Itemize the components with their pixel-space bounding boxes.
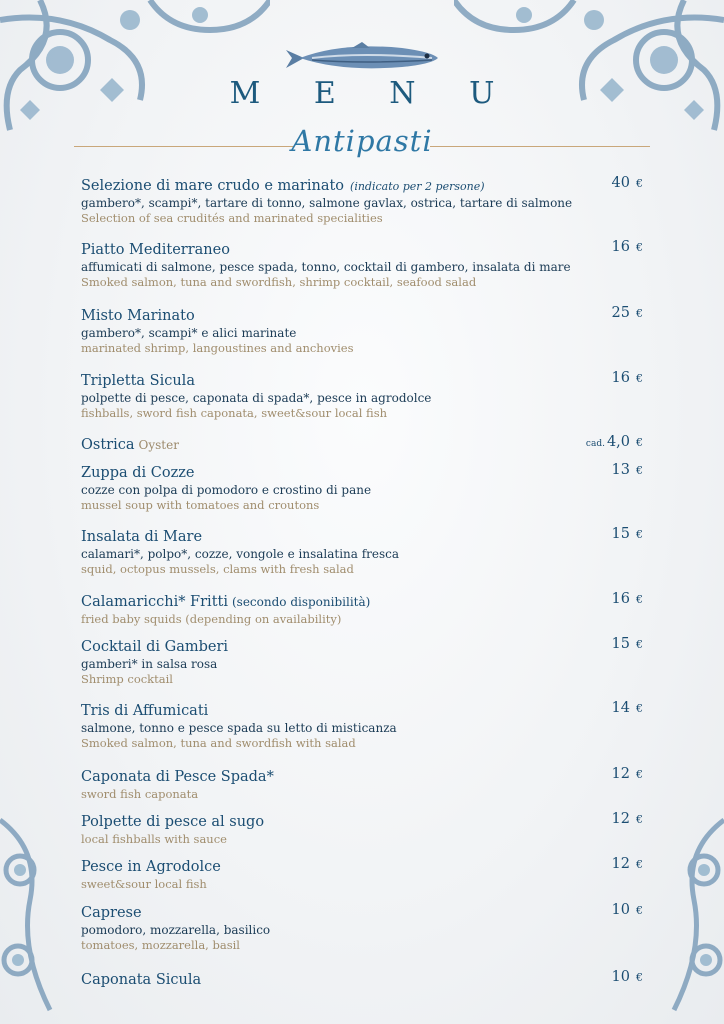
menu-item (81, 462, 643, 512)
menu-item (81, 700, 643, 750)
tile-decoration-top-left (0, 0, 270, 140)
item-price: 25 € (611, 305, 643, 321)
item-price: 14 € (611, 700, 643, 716)
item-description-en: fried baby squids (depending on availability) (81, 612, 342, 626)
menu-item (81, 175, 643, 225)
item-name: Zuppa di Cozze (81, 465, 195, 481)
tile-decoration-top-right (454, 0, 724, 140)
item-name: Caprese (81, 905, 142, 921)
tile-decoration-bottom-right (664, 810, 724, 1024)
item-ingredients-it: affumicati di salmone, pesce spada, tonno, cocktail di gambero, insalata di mare (81, 260, 571, 274)
item-price: 12 € (611, 856, 643, 872)
item-name: Polpette di pesce al sugo (81, 814, 265, 830)
menu-item (81, 636, 643, 686)
menu-item (81, 526, 643, 576)
item-price: 40 € (611, 175, 643, 191)
item-name: Pesce in Agrodolce (81, 859, 221, 875)
item-ingredients-it: gamberi* in salsa rosa (81, 657, 218, 671)
item-price: 15 € (611, 526, 643, 542)
item-description-en: Shrimp cocktail (81, 672, 173, 686)
item-price: 12 € (611, 766, 643, 782)
item-name-en: Oyster (138, 438, 179, 452)
item-description-en: mussel soup with tomatoes and croutons (81, 498, 320, 512)
item-price: 16 € (611, 239, 643, 255)
fish-illustration (282, 40, 442, 76)
item-price: cad. 4,0 € (585, 434, 643, 450)
item-name: Calamaricchi* Fritti (81, 594, 228, 610)
item-ingredients-it: calamari*, polpo*, cozze, vongole e insalatina fresca (81, 547, 400, 561)
item-ingredients-it: gambero*, scampi*, tartare di tonno, salmone gavlax, ostrica, tartare di salmone (81, 196, 573, 210)
item-description-en: sword fish caponata (81, 787, 199, 801)
item-name: Caponata Sicula (81, 972, 202, 988)
menu-item (81, 811, 643, 846)
item-name: Tris di Affumicati (81, 703, 209, 719)
item-ingredients-it: pomodoro, mozzarella, basilico (81, 923, 271, 937)
item-name: Tripletta Sicula (81, 373, 195, 389)
item-description-en: squid, octopus mussels, clams with fresh salad (81, 562, 354, 576)
item-description-en: Selection of sea crudités and marinated specialities (81, 211, 383, 225)
item-price: 10 € (611, 902, 643, 918)
item-ingredients-it: salmone, tonno e pesce spada su letto di misticanza (81, 721, 397, 735)
menu-title: M E N U (229, 76, 517, 111)
menu-item (81, 305, 643, 355)
item-name: Ostrica (81, 437, 135, 453)
menu-item (81, 856, 643, 891)
item-name: Cocktail di Gamberi (81, 639, 229, 655)
item-price: 13 € (611, 462, 643, 478)
item-note: (indicato per 2 persone) (350, 180, 485, 193)
menu-item (81, 591, 643, 626)
menu-item (81, 239, 643, 289)
item-availability-note: (secondo disponibilità) (231, 595, 371, 609)
item-price: 12 € (611, 811, 643, 827)
item-description-en: tomatoes, mozzarella, basil (81, 938, 240, 952)
item-price: 10 € (611, 969, 643, 985)
item-description-en: Smoked salmon, tuna and swordfish, shrimp cocktail, seafood salad (81, 275, 477, 289)
item-description-en: fishballs, sword fish caponata, sweet&sour local fish (81, 406, 388, 420)
item-name: Caponata di Pesce Spada* (81, 769, 274, 785)
item-name: Piatto Mediterraneo (81, 242, 230, 258)
item-description-en: marinated shrimp, langoustines and anchovies (81, 341, 354, 355)
section-title-antipasti: Antipasti (291, 124, 433, 158)
menu-item (81, 370, 643, 420)
item-ingredients-it: gambero*, scampi* e alici marinate (81, 326, 297, 340)
item-name: Selezione di mare crudo e marinato (81, 178, 345, 194)
item-price: 15 € (611, 636, 643, 652)
item-description-en: sweet&sour local fish (81, 877, 207, 891)
menu-item (81, 969, 643, 989)
menu-item (81, 902, 643, 952)
item-ingredients-it: polpette di pesce, caponata di spada*, pesce in agrodolce (81, 391, 432, 405)
tile-decoration-bottom-left (0, 810, 60, 1024)
item-description-en: local fishballs with sauce (81, 832, 227, 846)
item-description-en: Smoked salmon, tuna and swordfish with salad (81, 736, 356, 750)
menu-item (81, 434, 643, 454)
item-ingredients-it: cozze con polpa di pomodoro e crostino di pane (81, 483, 372, 497)
item-name: Insalata di Mare (81, 529, 203, 545)
menu-item (81, 766, 643, 801)
item-price: 16 € (611, 591, 643, 607)
item-price: 16 € (611, 370, 643, 386)
item-name: Misto Marinato (81, 308, 195, 324)
